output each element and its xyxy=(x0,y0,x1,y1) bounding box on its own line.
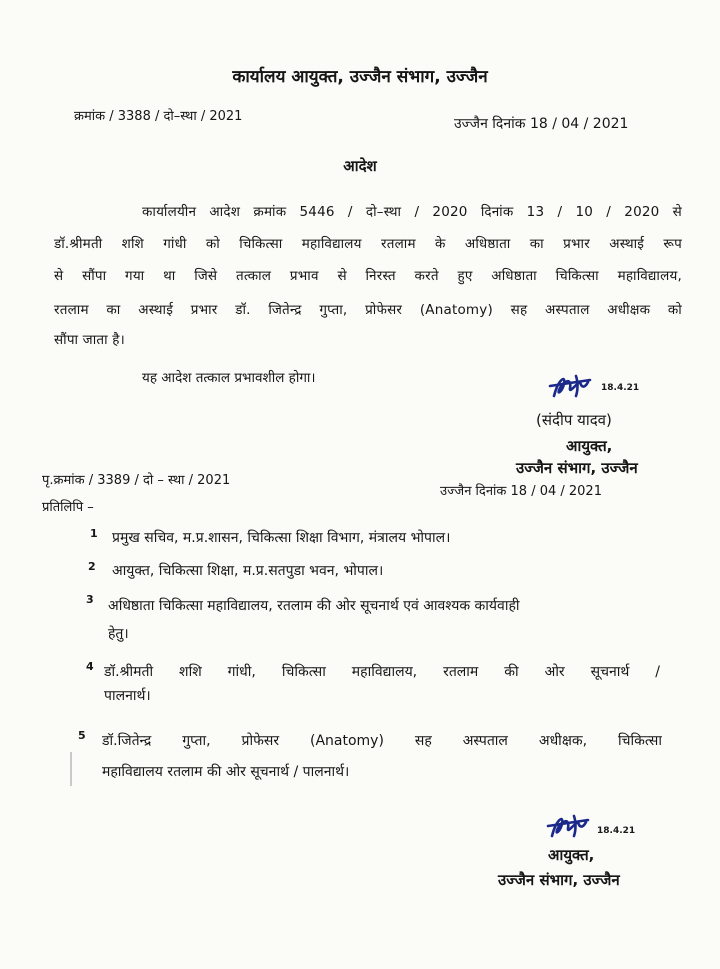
signature-1-date: 18.4.21 xyxy=(601,383,640,393)
order-body-line: से सौंपा गया था जिसे तत्काल प्रभाव से निरस्त करते हुए अधिष्ठाता चिकित्सा महाविद्यालय, xyxy=(54,268,682,284)
office-title: कार्यालय आयुक्त, उज्जैन संभाग, उज्जैन xyxy=(232,67,488,87)
copy-item-number: 2 xyxy=(88,560,96,573)
order-body-line: डॉ.श्रीमती शशि गांधी को चिकित्सा महाविद्यालय रतलाम के अधिष्ठाता का प्रभार अस्थाई रूप xyxy=(54,236,682,252)
copy-item-text: अधिष्ठाता चिकित्सा महाविद्यालय, रतलाम की ओर सूचनार्थ एवं आवश्यक कार्यवाही xyxy=(108,598,520,614)
copy-item-text: हेतु। xyxy=(108,626,129,642)
endorsement-reference-number: पृ.क्रमांक / 3389 / दो – स्था / 2021 xyxy=(42,473,231,488)
signatory-division: उज्जैन संभाग, उज्जैन xyxy=(516,459,638,477)
signature-2-date: 18.4.21 xyxy=(597,826,636,836)
copy-item-number: 1 xyxy=(90,527,98,540)
copy-item-text: महाविद्यालय रतलाम की ओर सूचनार्थ / पालनार्थ। xyxy=(102,764,350,780)
copy-item-text: पालनार्थ। xyxy=(104,688,151,704)
copy-item-number: 4 xyxy=(86,660,94,673)
copy-item-text: डॉ.जितेन्द्र गुप्ता, प्रोफेसर (Anatomy) सह अस्पताल अधीक्षक, चिकित्सा xyxy=(102,733,662,749)
copy-item-text: प्रमुख सचिव, म.प्र.शासन, चिकित्सा शिक्षा विभाग, मंत्रालय भोपाल। xyxy=(112,530,451,546)
signatory-2-division: उज्जैन संभाग, उज्जैन xyxy=(498,871,620,889)
signatory-name: (संदीप यादव) xyxy=(536,411,612,429)
copy-item-text: आयुक्त, चिकित्सा शिक्षा, म.प्र.सतपुडा भवन, भोपाल। xyxy=(112,563,384,579)
order-date: उज्जैन दिनांक 18 / 04 / 2021 xyxy=(454,116,629,132)
margin-mark xyxy=(70,752,72,786)
order-body-line: सौंपा जाता है। xyxy=(54,332,125,348)
order-effect-line: यह आदेश तत्काल प्रभावशील होगा। xyxy=(142,370,316,386)
order-body-line: कार्यालयीन आदेश क्रमांक 5446 / दो–स्था / 2020 दिनांक 13 / 10 / 2020 से xyxy=(142,204,682,220)
copy-item-number: 5 xyxy=(78,729,86,742)
copy-item-number: 3 xyxy=(86,593,94,606)
endorsement-date: उज्जैन दिनांक 18 / 04 / 2021 xyxy=(440,484,602,499)
copy-item-text: डॉ.श्रीमती शशि गांधी, चिकित्सा महाविद्यालय, रतलाम की ओर सूचनार्थ / xyxy=(104,664,660,680)
order-body-line: रतलाम का अस्थाई प्रभार डॉ. जितेन्द्र गुप्ता, प्रोफेसर (Anatomy) सह अस्पताल अधीक्षक को xyxy=(54,302,682,318)
reference-number: क्रमांक / 3388 / दो–स्था / 2021 xyxy=(74,109,243,124)
signatory-2-designation: आयुक्त, xyxy=(548,846,595,864)
copy-to-label: प्रतिलिपि – xyxy=(42,500,94,515)
signatory-designation: आयुक्त, xyxy=(566,437,613,455)
order-heading: आदेश xyxy=(343,157,377,175)
